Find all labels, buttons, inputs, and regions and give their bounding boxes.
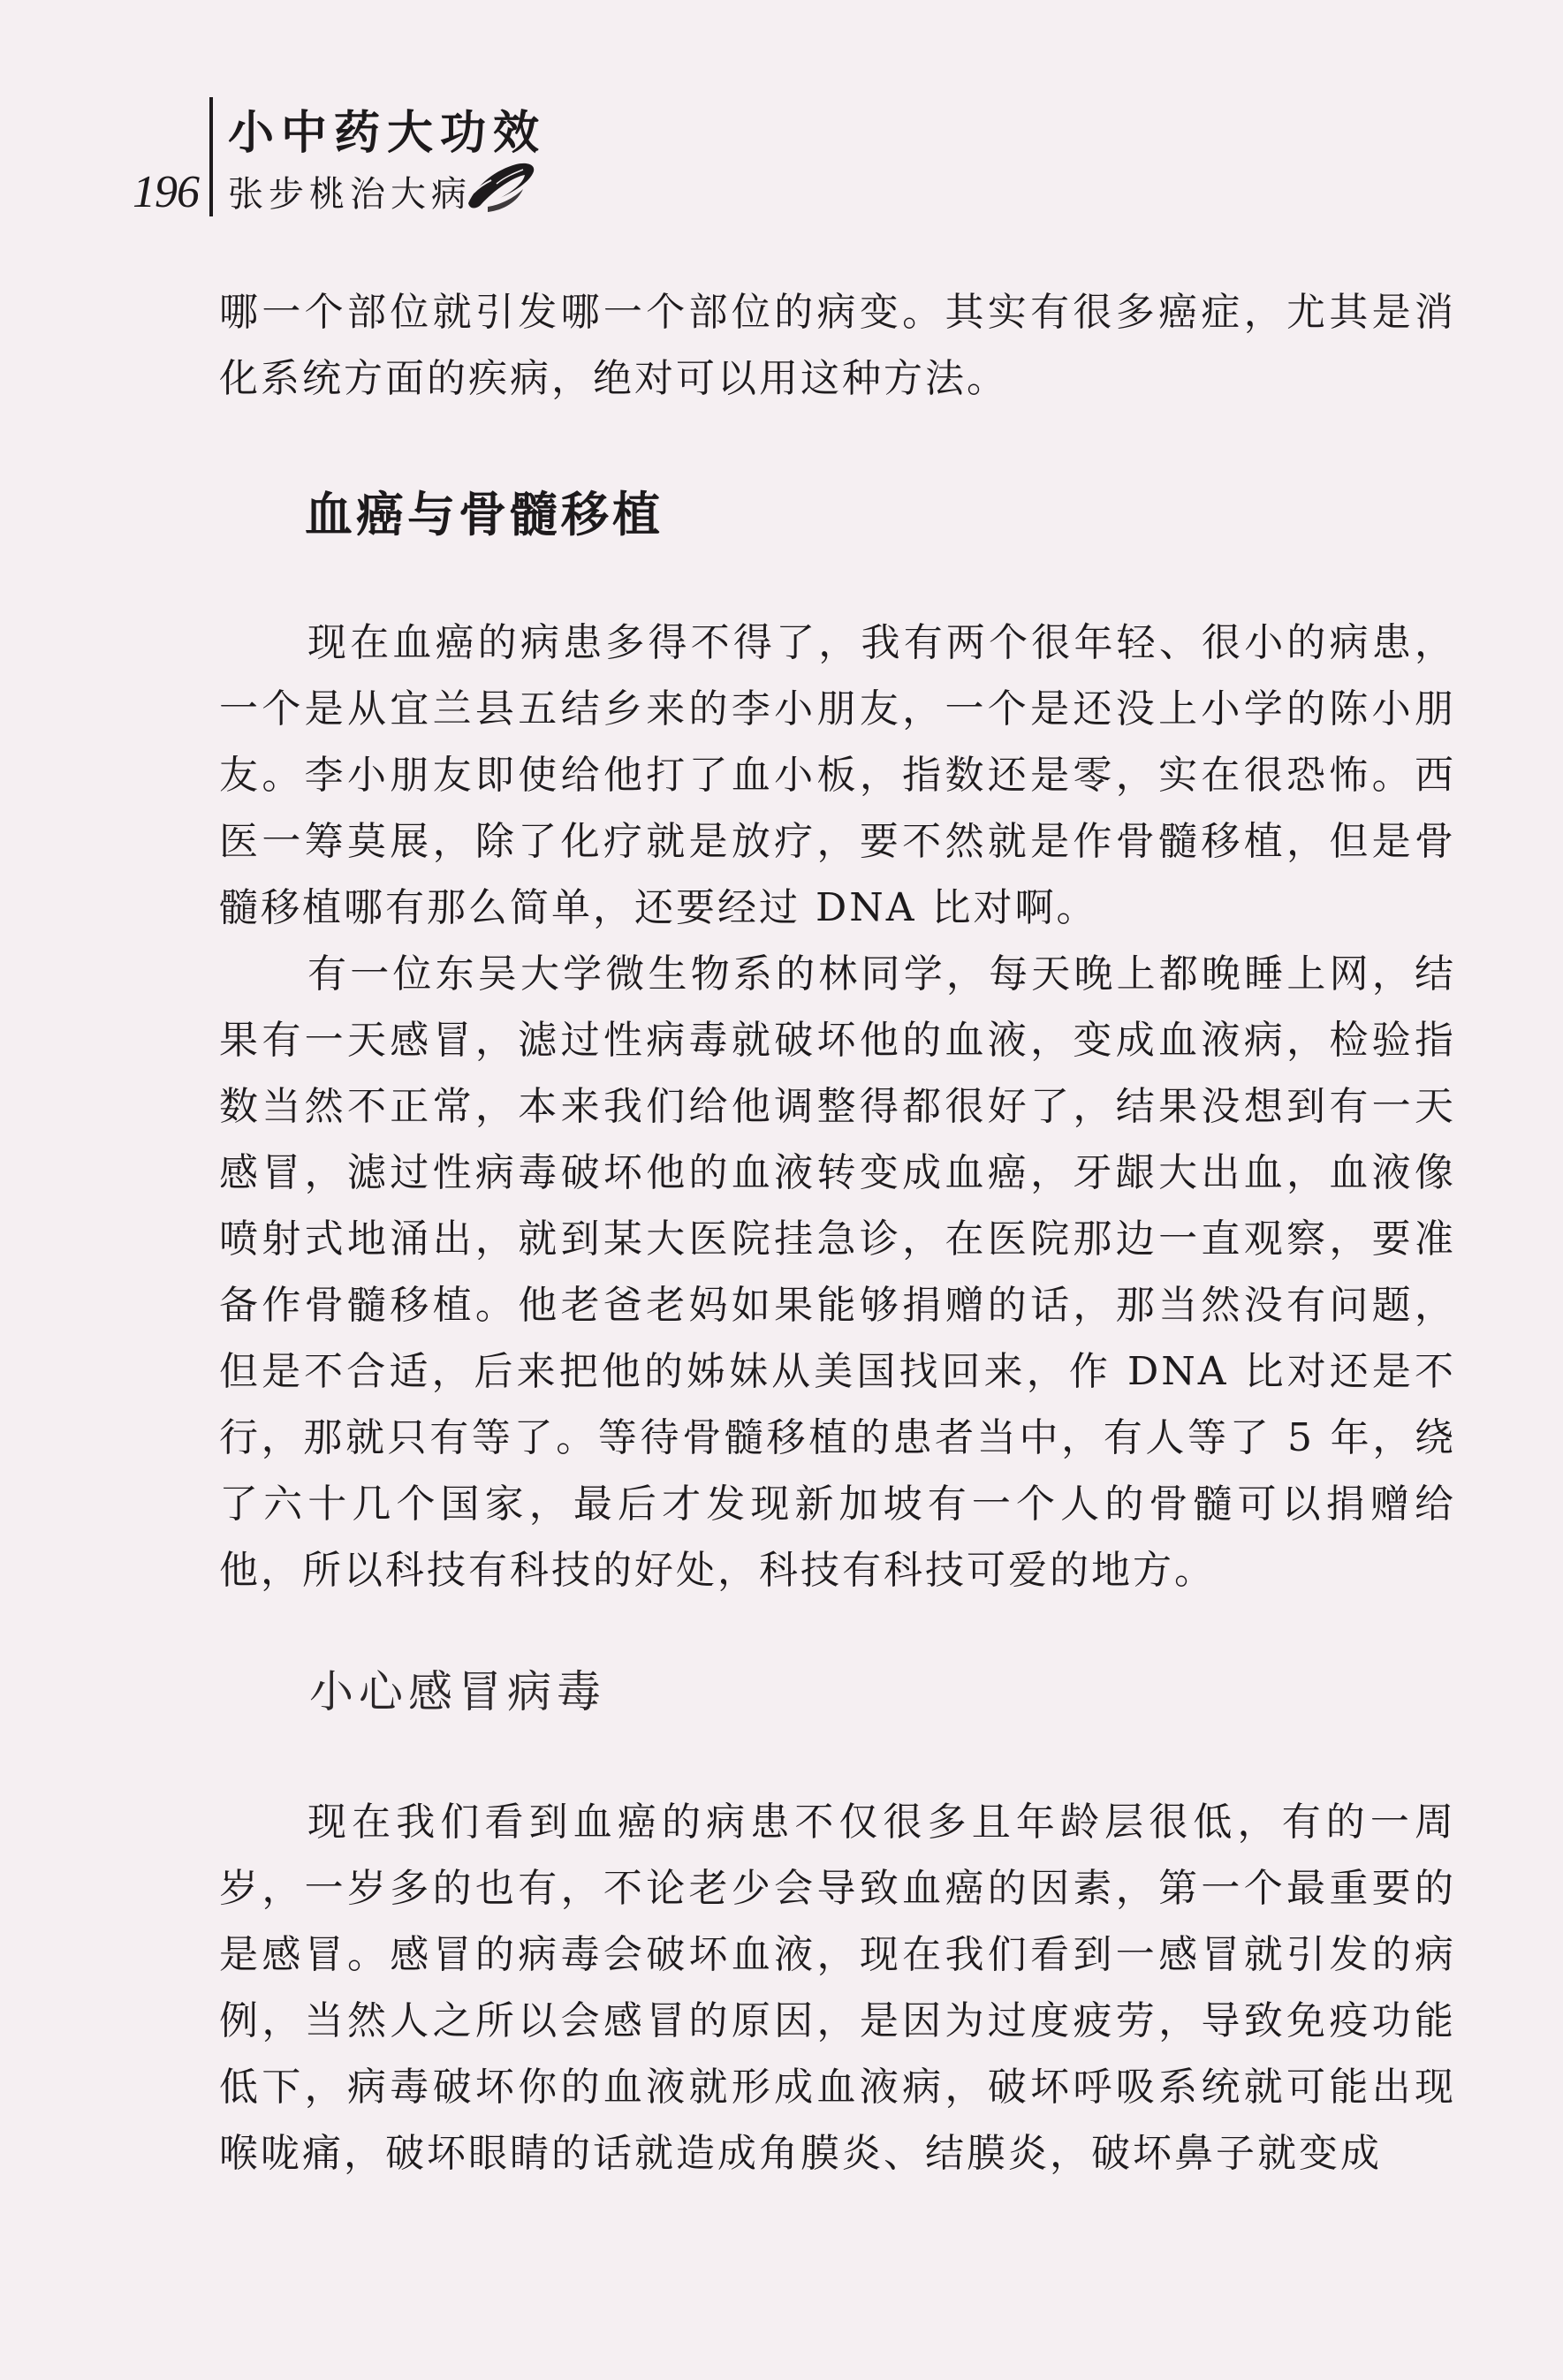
brush-stroke-icon [461,157,541,219]
section1-paragraph-1: 现在血癌的病患多得不得了，我有两个很年轻、很小的病患，一个是从宜兰县五结乡来的李小朋友，一个是还没上小学的陈小朋友。李小朋友即使给他打了血小板，指数还是零，实在很恐怖。西医一筹莫展，除了化疗就是放疗，要不然就是作骨髓移植，但是骨髓移植哪有那么简单，还要经过 DNA 比对啊。 [219,620,1456,930]
intro-paragraph: 哪一个部位就引发哪一个部位的病变。其实有很多癌症，尤其是消化系统方面的疾病，绝对可以用这种方法。 [219,290,1456,401]
page-number: 196 [133,167,199,217]
section-heading-cold-virus: 小心感冒病毒 [309,1666,606,1717]
section2-paragraph-1: 现在我们看到血癌的病患不仅很多且年龄层很低，有的一周岁，一岁多的也有，不论老少会导致血癌的因素，第一个最重要的是感冒。感冒的病毒会破坏血液，现在我们看到一感冒就引发的病例，当然人之所以会感冒的原因，是因为过度疲劳，导致免疫功能低下，病毒破坏你的血液就形成血液病，破坏呼吸系统就可能出现喉咙痛，破坏眼睛的话就造成角膜炎、结膜炎，破坏鼻子就变成 [219,1800,1456,2176]
header-divider [209,97,213,216]
section-heading-blood-cancer: 血癌与骨髓移植 [305,487,664,542]
book-subtitle: 张步桃治大病 [228,174,472,215]
section1-paragraph-2: 有一位东吴大学微生物系的林同学，每天晚上都晚睡上网，结果有一天感冒，滤过性病毒就破坏他的血液，变成血液病，检验指数当然不正常，本来我们给他调整得都很好了，结果没想到有一天感冒，滤过性病毒破坏他的血液转变成血癌，牙龈大出血，血液像喷射式地涌出，就到某大医院挂急诊，在医院那边一直观察，要准备作骨髓移植。他老爸老妈如果能够捐赠的话，那当然没有问题，但是不合适，后来把他的姊妹从美国找回来，作 DNA 比对还是不行，那就只有等了。等待骨髓移植的患者当中，有人等了 5 年，绕了六十几个国家，最后才发现新加坡有一个人的骨髓可以捐赠给他，所以科技有科技的好处，科技有科技可爱的地方。 [219,951,1456,1593]
book-title: 小中药大功效 [228,107,547,160]
